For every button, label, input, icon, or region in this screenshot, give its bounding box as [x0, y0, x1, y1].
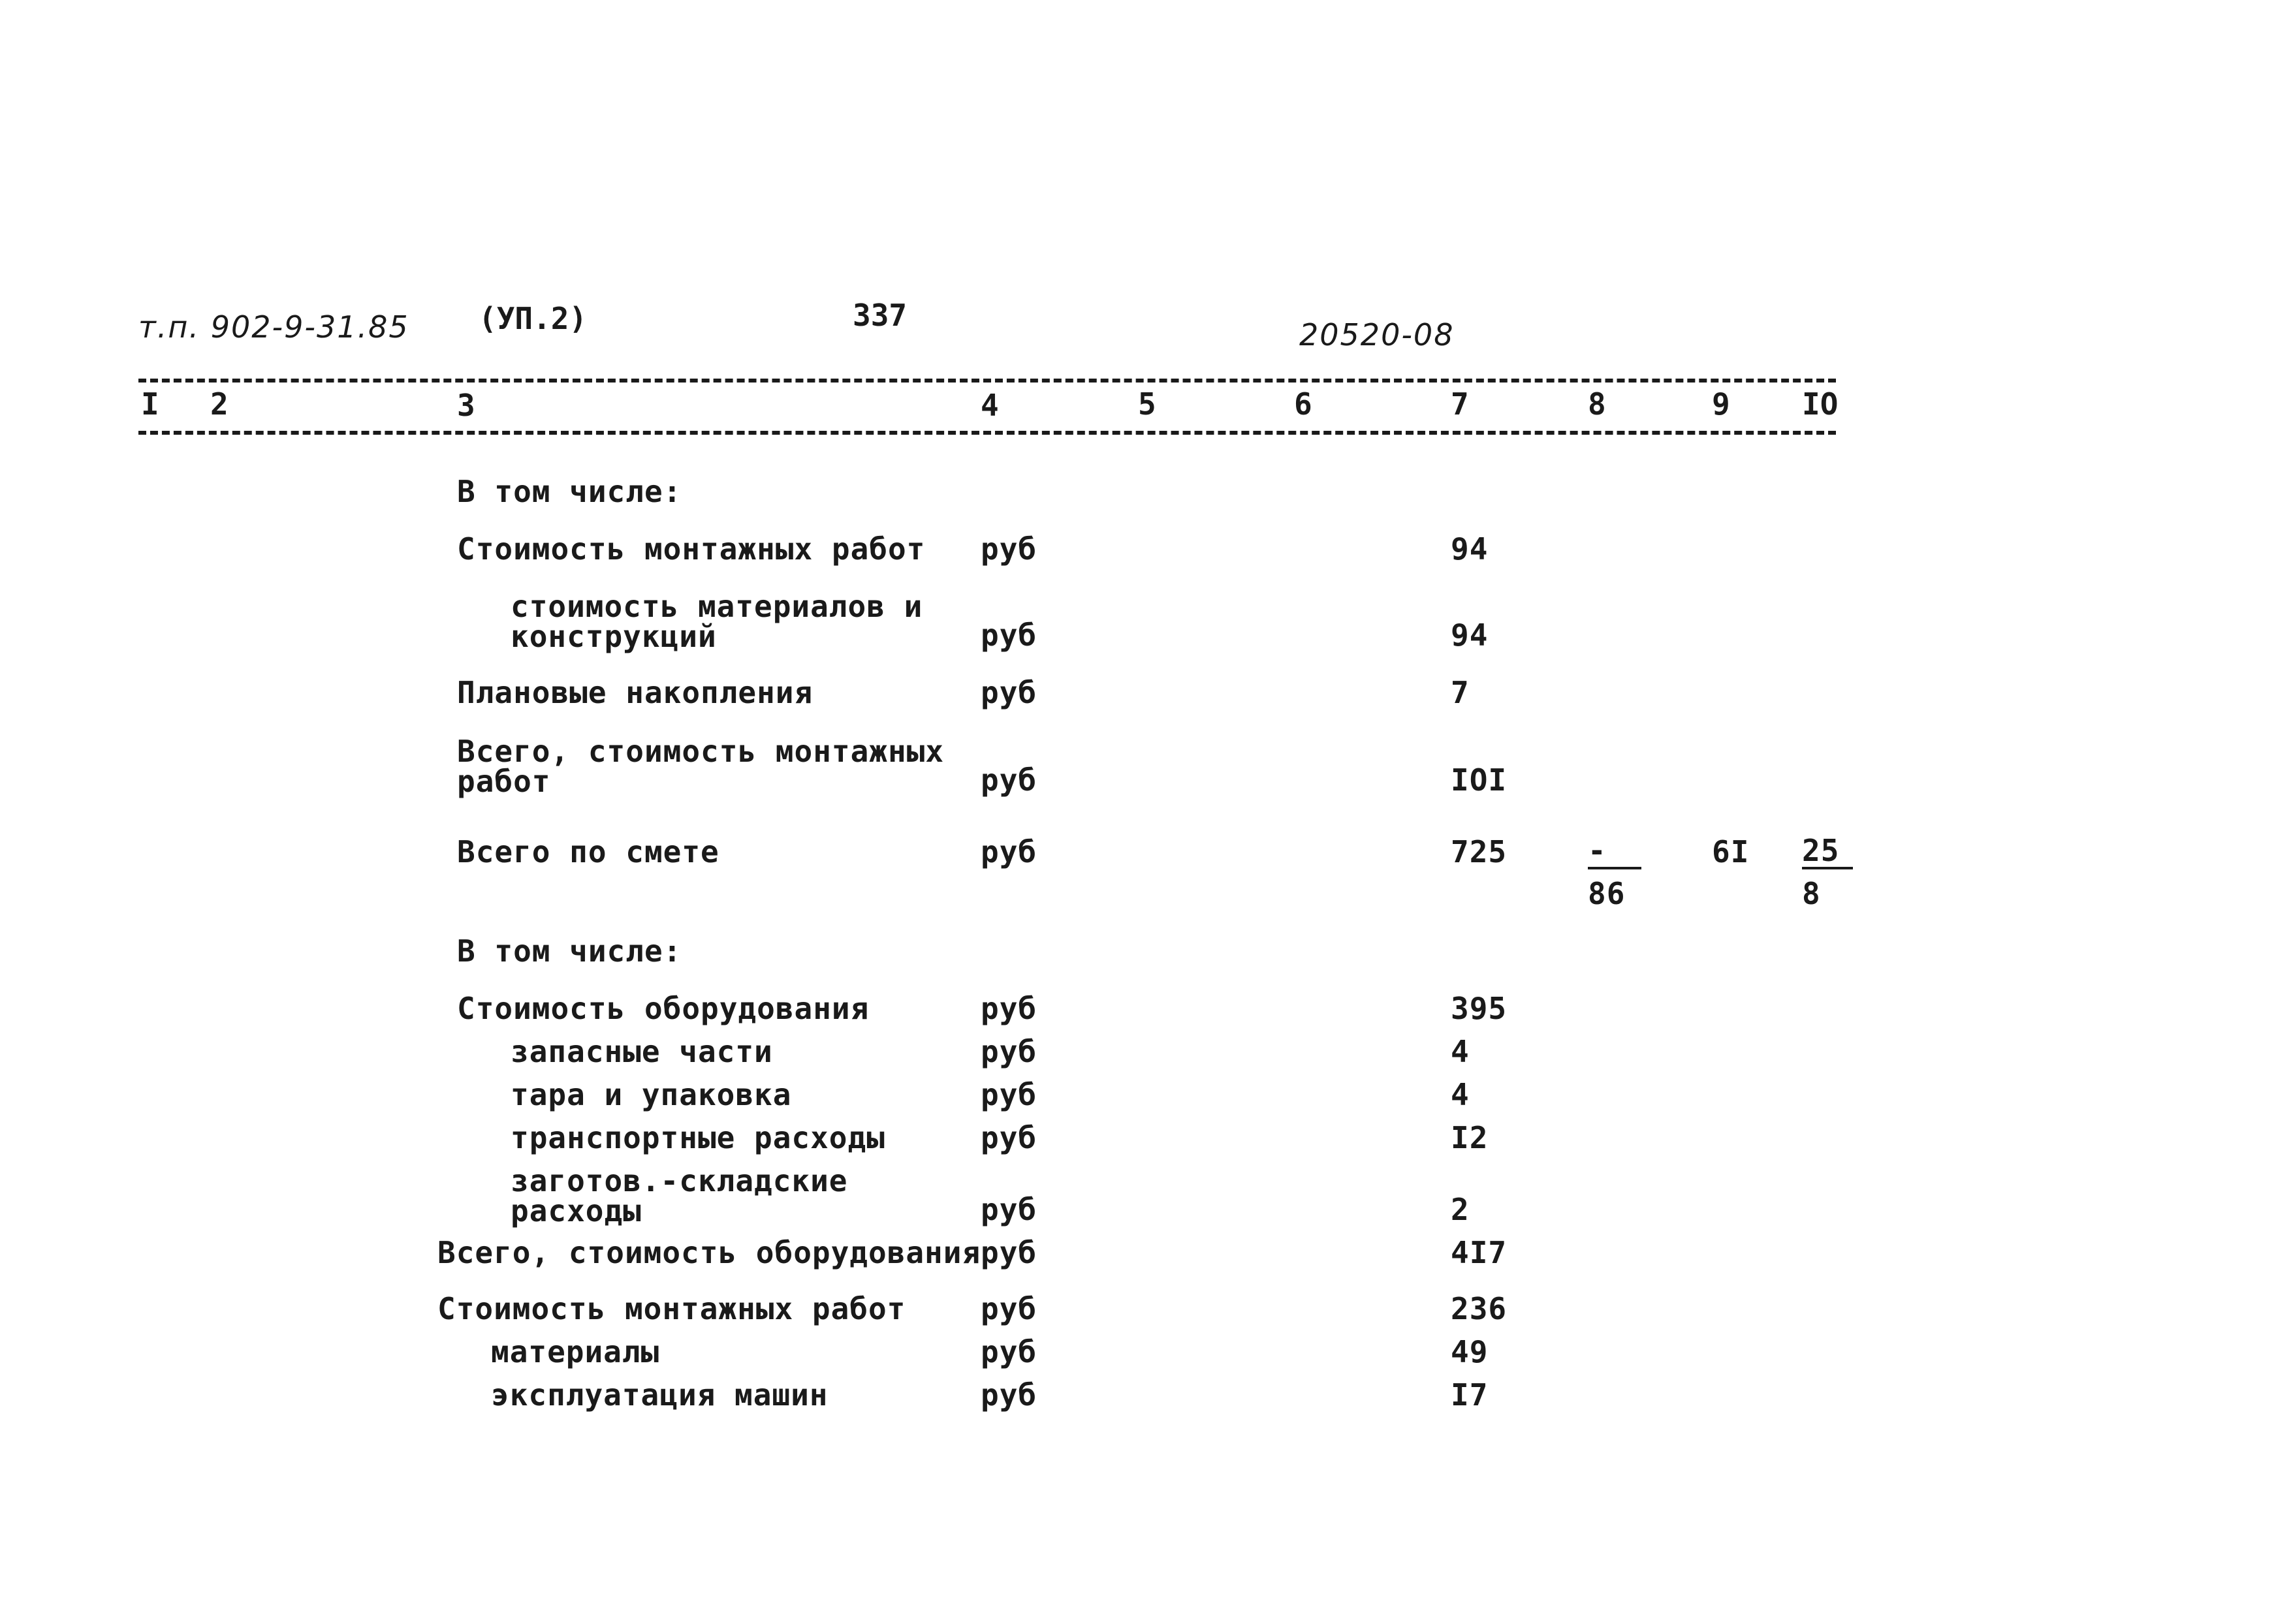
row-value-col7: 2 [1451, 1192, 1470, 1227]
row-unit: руб [981, 1192, 1037, 1227]
row-value-col7: I2 [1451, 1120, 1489, 1155]
column-number: I [141, 386, 159, 422]
row-label: запасные части [511, 1034, 773, 1069]
row-unit: руб [981, 531, 1037, 567]
column-number: 8 [1588, 386, 1606, 422]
row-label: тара и упаковка [511, 1077, 792, 1112]
row-label: транспортные расходы [511, 1120, 885, 1155]
row-value-col7: 236 [1451, 1291, 1508, 1326]
row-unit: руб [981, 617, 1037, 653]
row-value-col7: 94 [1451, 617, 1489, 653]
row-value-col7: I7 [1451, 1377, 1489, 1413]
row-value-col8-denominator: 86 [1588, 876, 1626, 911]
column-number: 5 [1138, 386, 1156, 422]
column-number: 7 [1451, 386, 1469, 422]
row-value-col7: 395 [1451, 991, 1508, 1026]
column-number: 4 [981, 388, 999, 423]
row-unit: руб [981, 762, 1037, 798]
row-unit: руб [981, 1120, 1037, 1155]
row-value-col7: 49 [1451, 1334, 1489, 1369]
column-number: IO [1802, 386, 1839, 422]
row-label: Всего, стоимость монтажных работ [457, 734, 945, 799]
row-label: Стоимость монтажных работ [437, 1291, 906, 1326]
sheet-code: 20520-08 [1299, 317, 1455, 352]
row-label: материалы [491, 1334, 660, 1369]
row-label: стоимость материалов и конструкций [511, 589, 923, 654]
row-unit: руб [981, 1235, 1037, 1270]
row-label: Стоимость монтажных работ [457, 531, 926, 567]
bottom-dashed-rule [138, 431, 1836, 435]
row-value-col9: 6I [1712, 834, 1750, 869]
row-label: Плановые накопления [457, 675, 814, 710]
row-label: эксплуатация машин [491, 1377, 829, 1413]
column-number: 6 [1294, 386, 1312, 422]
row-value-col7: 4I7 [1451, 1235, 1508, 1270]
row-value-col8-numerator: - [1588, 835, 1641, 869]
row-label: Стоимость оборудования [457, 991, 870, 1026]
row-value-col7: 725 [1451, 834, 1508, 869]
row-unit: руб [981, 1291, 1037, 1326]
row-label: заготов.-складские расходы [511, 1163, 848, 1228]
row-value-col10-denominator: 8 [1802, 876, 1821, 911]
row-unit: руб [981, 1334, 1037, 1369]
row-unit: руб [981, 1377, 1037, 1413]
row-unit: руб [981, 991, 1037, 1026]
doc-code: т.п. 902-9-31.85 [138, 309, 409, 345]
row-label: В том числе: [457, 933, 682, 969]
top-dashed-rule [138, 379, 1836, 383]
row-label: В том числе: [457, 474, 682, 509]
row-value-col7: 94 [1451, 531, 1489, 567]
page-number: 337 [853, 298, 908, 333]
row-label: Всего по смете [457, 834, 719, 869]
column-number: 9 [1712, 386, 1730, 422]
row-unit: руб [981, 1034, 1037, 1069]
row-label: Всего, стоимость оборудования [437, 1235, 981, 1270]
row-unit: руб [981, 1077, 1037, 1112]
column-number: 3 [457, 388, 475, 423]
row-value-col7: 4 [1451, 1034, 1470, 1069]
column-number: 2 [210, 386, 229, 422]
row-value-col7: 7 [1451, 675, 1470, 710]
row-value-col10-numerator: 25 [1802, 835, 1853, 869]
row-value-col7: 4 [1451, 1077, 1470, 1112]
row-unit: руб [981, 675, 1037, 710]
section-code: (УП.2) [479, 301, 588, 336]
row-value-col7: IOI [1451, 762, 1508, 798]
row-unit: руб [981, 834, 1037, 869]
